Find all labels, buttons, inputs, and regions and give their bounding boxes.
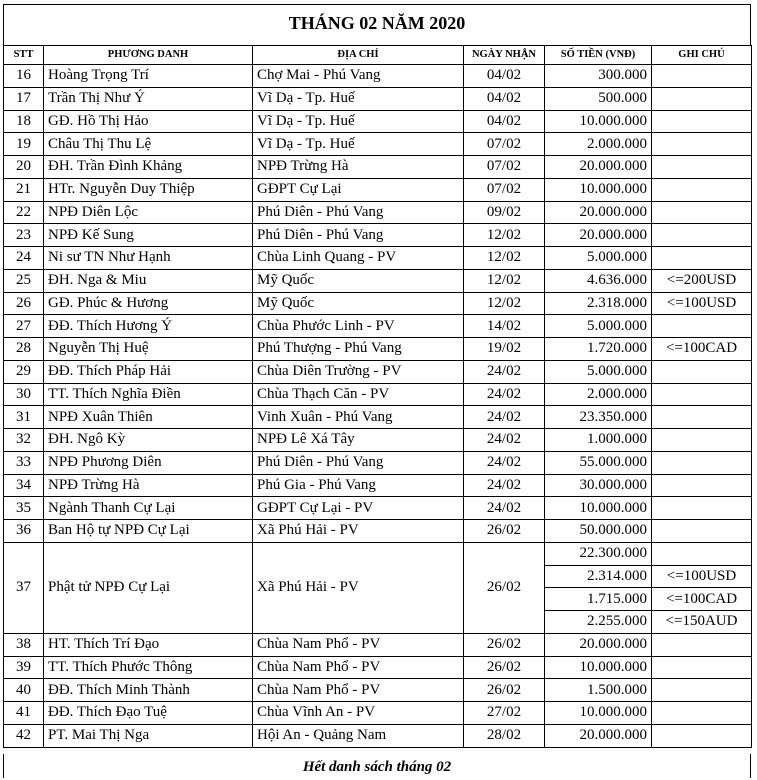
row-amount: 30.000.000 — [545, 474, 652, 497]
row-amount: 20.000.000 — [545, 156, 652, 179]
row-note — [652, 451, 752, 474]
row-amount: 1.500.000 — [545, 679, 652, 702]
row-address: Chợ Mai - Phú Vang — [253, 65, 464, 88]
table-row — [4, 315, 752, 338]
table-row — [4, 429, 752, 452]
row-date: 07/02 — [464, 156, 545, 179]
header-date: NGÀY NHẬN — [464, 46, 545, 65]
row-amount: 300.000 — [545, 65, 652, 88]
row-note — [652, 65, 752, 88]
table-row — [4, 224, 752, 247]
row-stt: 40 — [4, 679, 44, 702]
row-address: Chùa Nam Phổ - PV — [253, 656, 464, 679]
row-name: Ni sư TN Như Hạnh — [44, 247, 253, 270]
footer-note: Hết danh sách tháng 02 — [302, 759, 452, 775]
row-date: 04/02 — [464, 87, 545, 110]
table-row — [4, 702, 752, 725]
row-date: 26/02 — [464, 542, 545, 633]
row-address: Mỹ Quốc — [253, 292, 464, 315]
row-name: TT. Thích Phước Thông — [44, 656, 253, 679]
table-row — [4, 201, 752, 224]
row-name: NPĐ Phương Diên — [44, 451, 253, 474]
row-amount: 20.000.000 — [545, 224, 652, 247]
header-name: PHƯƠNG DANH — [44, 46, 253, 65]
row-amount: 55.000.000 — [545, 451, 652, 474]
row-note — [652, 429, 752, 452]
table-row — [4, 178, 752, 201]
row-stt: 42 — [4, 724, 44, 747]
row-name: GĐ. Phúc & Hương — [44, 292, 253, 315]
row-address: Vĩ Dạ - Tp. Huế — [253, 110, 464, 133]
row-stt: 22 — [4, 201, 44, 224]
row-stt: 36 — [4, 520, 44, 543]
row-name: Nguyễn Thị Huệ — [44, 338, 253, 361]
table-row — [4, 474, 752, 497]
row-amount: 2.000.000 — [545, 133, 652, 156]
row-stt: 29 — [4, 360, 44, 383]
row-amount: 2.255.000 — [545, 611, 652, 634]
row-address: Vinh Xuân - Phú Vang — [253, 406, 464, 429]
row-stt: 35 — [4, 497, 44, 520]
row-address: Chùa Phước Linh - PV — [253, 315, 464, 338]
row-date: 28/02 — [464, 724, 545, 747]
row-note — [652, 497, 752, 520]
row-note — [652, 110, 752, 133]
row-stt: 28 — [4, 338, 44, 361]
row-note — [652, 156, 752, 179]
row-date: 19/02 — [464, 338, 545, 361]
table-row — [4, 360, 752, 383]
table-row — [4, 133, 752, 156]
row-address: Xã Phú Hải - PV — [253, 542, 464, 633]
row-note: <=100CAD — [652, 588, 752, 611]
row-amount: 10.000.000 — [545, 702, 652, 725]
row-amount: 5.000.000 — [545, 360, 652, 383]
donation-table — [3, 45, 752, 748]
header-stt: STT — [4, 46, 44, 65]
row-date: 24/02 — [464, 474, 545, 497]
row-date: 09/02 — [464, 201, 545, 224]
row-amount: 2.318.000 — [545, 292, 652, 315]
row-amount: 500.000 — [545, 87, 652, 110]
row-note — [652, 87, 752, 110]
row-date: 07/02 — [464, 133, 545, 156]
row-amount: 10.000.000 — [545, 110, 652, 133]
row-note: <=200USD — [652, 269, 752, 292]
row-amount: 5.000.000 — [545, 247, 652, 270]
row-date: 07/02 — [464, 178, 545, 201]
row-note — [652, 474, 752, 497]
row-amount: 1.000.000 — [545, 429, 652, 452]
row-name: NPĐ Kế Sung — [44, 224, 253, 247]
row-note — [652, 360, 752, 383]
row-note — [652, 520, 752, 543]
header-row — [4, 46, 752, 65]
row-address: Chùa Diên Trường - PV — [253, 360, 464, 383]
row-stt: 25 — [4, 269, 44, 292]
row-note — [652, 178, 752, 201]
row-stt: 33 — [4, 451, 44, 474]
row-address: GĐPT Cự Lại - PV — [253, 497, 464, 520]
row-stt: 27 — [4, 315, 44, 338]
row-note — [652, 633, 752, 656]
row-stt: 19 — [4, 133, 44, 156]
row-name: GĐ. Hồ Thị Hảo — [44, 110, 253, 133]
table-row — [4, 520, 752, 543]
row-stt: 37 — [4, 542, 44, 633]
row-note: <=100USD — [652, 292, 752, 315]
row-amount: 1.715.000 — [545, 588, 652, 611]
row-address: Chùa Linh Quang - PV — [253, 247, 464, 270]
row-name: Châu Thị Thu Lệ — [44, 133, 253, 156]
row-note: <=150AUD — [652, 611, 752, 634]
header-amount: SỐ TIỀN (VNĐ) — [545, 46, 652, 65]
row-date: 24/02 — [464, 406, 545, 429]
row-address: Phú Diên - Phú Vang — [253, 224, 464, 247]
table-row — [4, 656, 752, 679]
row-amount: 20.000.000 — [545, 633, 652, 656]
row-address: Chùa Vĩnh An - PV — [253, 702, 464, 725]
row-name: Ngành Thanh Cự Lại — [44, 497, 253, 520]
row-date: 04/02 — [464, 65, 545, 88]
row-date: 24/02 — [464, 429, 545, 452]
table-row — [4, 292, 752, 315]
row-date: 12/02 — [464, 292, 545, 315]
row-note — [652, 133, 752, 156]
row-stt: 17 — [4, 87, 44, 110]
row-name: PT. Mai Thị Nga — [44, 724, 253, 747]
row-note: <=100CAD — [652, 338, 752, 361]
row-amount: 10.000.000 — [545, 656, 652, 679]
row-stt: 30 — [4, 383, 44, 406]
row-date: 04/02 — [464, 110, 545, 133]
row-amount: 2.000.000 — [545, 383, 652, 406]
row-note — [652, 656, 752, 679]
table-row — [4, 65, 752, 88]
table-row — [4, 633, 752, 656]
row-date: 27/02 — [464, 702, 545, 725]
row-address: Vĩ Dạ - Tp. Huế — [253, 133, 464, 156]
table-row — [4, 679, 752, 702]
row-address: Phú Thượng - Phú Vang — [253, 338, 464, 361]
row-name: Trần Thị Như Ý — [44, 87, 253, 110]
row-amount: 5.000.000 — [545, 315, 652, 338]
row-address: Chùa Nam Phổ - PV — [253, 633, 464, 656]
row-amount: 22.300.000 — [545, 542, 652, 565]
row-stt: 31 — [4, 406, 44, 429]
row-name: ĐĐ. Thích Pháp Hải — [44, 360, 253, 383]
page-title: THÁNG 02 NĂM 2020 — [288, 13, 466, 33]
table-row — [4, 110, 752, 133]
table-row — [4, 87, 752, 110]
row-amount: 50.000.000 — [545, 520, 652, 543]
table-row — [4, 497, 752, 520]
table-row — [4, 383, 752, 406]
row-amount: 10.000.000 — [545, 178, 652, 201]
row-address: Phú Diên - Phú Vang — [253, 451, 464, 474]
row-date: 24/02 — [464, 360, 545, 383]
row-date: 24/02 — [464, 497, 545, 520]
row-address: Chùa Thạch Căn - PV — [253, 383, 464, 406]
row-stt: 23 — [4, 224, 44, 247]
row-stt: 18 — [4, 110, 44, 133]
row-name: HTr. Nguyễn Duy Thiệp — [44, 178, 253, 201]
row-address: NPĐ Lê Xá Tây — [253, 429, 464, 452]
row-date: 26/02 — [464, 520, 545, 543]
row-name: ĐH. Trần Đình Khảng — [44, 156, 253, 179]
row-date: 24/02 — [464, 451, 545, 474]
row-amount: 4.636.000 — [545, 269, 652, 292]
row-stt: 38 — [4, 633, 44, 656]
row-name: ĐĐ. Thích Đạo Tuệ — [44, 702, 253, 725]
row-date: 12/02 — [464, 247, 545, 270]
row-date: 14/02 — [464, 315, 545, 338]
row-name: ĐH. Ngô Kỳ — [44, 429, 253, 452]
row-address: Mỹ Quốc — [253, 269, 464, 292]
header-note: GHI CHÚ — [652, 46, 752, 65]
row-note — [652, 542, 752, 565]
table-row — [4, 451, 752, 474]
row-stt: 24 — [4, 247, 44, 270]
row-amount: 10.000.000 — [545, 497, 652, 520]
header-address: ĐỊA CHỈ — [253, 46, 464, 65]
row-address: Hội An - Quảng Nam — [253, 724, 464, 747]
row-note — [652, 247, 752, 270]
row-address: Xã Phú Hải - PV — [253, 520, 464, 543]
row-note — [652, 702, 752, 725]
row-note — [652, 724, 752, 747]
row-date: 24/02 — [464, 383, 545, 406]
row-name: ĐĐ. Thích Hương Ý — [44, 315, 253, 338]
table-row — [4, 338, 752, 361]
row-date: 26/02 — [464, 656, 545, 679]
row-stt: 20 — [4, 156, 44, 179]
row-amount: 1.720.000 — [545, 338, 652, 361]
row-date: 26/02 — [464, 633, 545, 656]
row-stt: 39 — [4, 656, 44, 679]
row-name: HT. Thích Trí Đạo — [44, 633, 253, 656]
row-date: 12/02 — [464, 269, 545, 292]
row-name: TT. Thích Nghĩa Điền — [44, 383, 253, 406]
row-note — [652, 224, 752, 247]
row-stt: 21 — [4, 178, 44, 201]
row-address: Vĩ Dạ - Tp. Huế — [253, 87, 464, 110]
table-row — [4, 269, 752, 292]
table-row — [4, 156, 752, 179]
row-name: NPĐ Xuân Thiên — [44, 406, 253, 429]
row-name: Ban Hộ tự NPĐ Cự Lại — [44, 520, 253, 543]
row-note — [652, 383, 752, 406]
row-name: NPĐ Diên Lộc — [44, 201, 253, 224]
row-address: NPĐ Trừng Hà — [253, 156, 464, 179]
row-amount: 2.314.000 — [545, 565, 652, 588]
row-stt: 41 — [4, 702, 44, 725]
row-address: Phú Gia - Phú Vang — [253, 474, 464, 497]
row-address: Chùa Nam Phổ - PV — [253, 679, 464, 702]
row-name: Hoàng Trọng Trí — [44, 65, 253, 88]
row-note — [652, 679, 752, 702]
row-name: ĐH. Nga & Miu — [44, 269, 253, 292]
table-row — [4, 724, 752, 747]
row-stt: 16 — [4, 65, 44, 88]
row-address: GĐPT Cự Lại — [253, 178, 464, 201]
row-stt: 32 — [4, 429, 44, 452]
row-date: 12/02 — [464, 224, 545, 247]
row-amount: 20.000.000 — [545, 201, 652, 224]
row-note — [652, 406, 752, 429]
row-stt: 26 — [4, 292, 44, 315]
table-row — [4, 247, 752, 270]
row-note — [652, 315, 752, 338]
row-note — [652, 201, 752, 224]
row-name: Phật tử NPĐ Cự Lại — [44, 542, 253, 633]
row-amount: 20.000.000 — [545, 724, 652, 747]
table-row — [4, 406, 752, 429]
row-note: <=100USD — [652, 565, 752, 588]
row-address: Phú Diên - Phú Vang — [253, 201, 464, 224]
row-date: 26/02 — [464, 679, 545, 702]
row-name: NPĐ Trừng Hà — [44, 474, 253, 497]
row-amount: 23.350.000 — [545, 406, 652, 429]
row-stt: 34 — [4, 474, 44, 497]
table-row-merged — [4, 542, 752, 565]
row-name: ĐĐ. Thích Minh Thành — [44, 679, 253, 702]
